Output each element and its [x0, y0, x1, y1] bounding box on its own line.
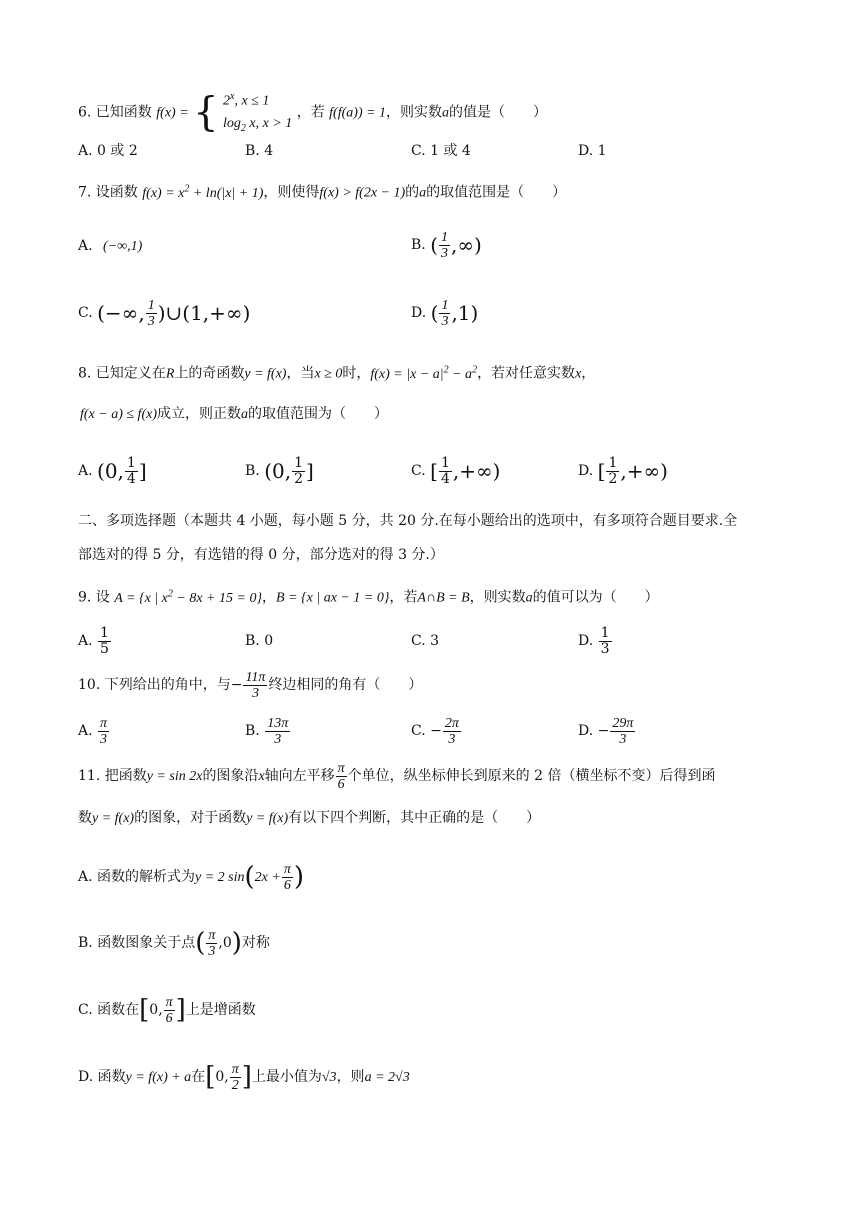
q11-line1	[78, 755, 715, 798]
q7-rest: + ln(|x| + 1)	[189, 185, 264, 201]
q9-opt-d-num: 1	[600, 624, 610, 641]
q11-opt-b-post: ,0	[218, 935, 232, 951]
q7-opt-b-label: B.	[411, 237, 426, 253]
q8-y: y = f(x)	[244, 366, 287, 382]
q11-l2-b: 的图象，对于函数	[134, 810, 247, 826]
q8-option-c	[411, 450, 500, 492]
q11-line2	[78, 808, 540, 829]
q8-opt-c-num: 1	[440, 454, 450, 471]
q11-opt-c-text: C. 函数在	[78, 1002, 140, 1018]
q7-option-b	[411, 224, 482, 266]
q11-option-a: A. 函数的解析式为y = 2 sin(2x + $\frac{\pi}{6}$ )	[78, 861, 305, 893]
q8-option-a	[78, 450, 147, 492]
q11-l1-num: π	[337, 760, 345, 776]
q11-opt-d-num: π	[231, 1061, 239, 1077]
q10-opt-a-frac	[98, 716, 109, 747]
q11-opt-b-num: π	[208, 927, 216, 943]
q8-l2-tail: 的取值范围为（ ）	[248, 406, 388, 422]
q9-opt-d-frac	[599, 626, 612, 657]
q11-opt-d-text: D. 函数	[78, 1069, 126, 1085]
q8-opt-d-pre: [	[597, 459, 606, 483]
q8-l1-d: 时，	[342, 365, 371, 382]
q7-opt-b-pre: (	[430, 233, 439, 257]
q6-case2-sub: 2	[240, 122, 246, 134]
q7-opt-c-frac	[146, 298, 157, 329]
q11-l2-a: 数	[78, 810, 92, 826]
q8-l2-math: f(x − a) ≤ f(x)	[80, 407, 157, 422]
q6-option-b: B. 4	[245, 143, 274, 159]
q7-option-c	[78, 292, 250, 334]
q6-option-a: A. 0 或 2	[78, 143, 138, 159]
q10-opt-b-frac	[265, 716, 290, 747]
q8-opt-b-post: ]	[306, 459, 314, 483]
q9-sup: 2	[167, 588, 173, 599]
q10-opt-d-label: D.	[578, 723, 594, 739]
q9-opt-d-label: D.	[578, 633, 594, 649]
q9-opt-a-den: 5	[100, 640, 109, 657]
q10-frac-num: 11π	[245, 669, 266, 685]
q7-opt-c-num: 1	[147, 297, 155, 313]
q7-mid: ，则使得	[263, 184, 320, 201]
q11-l1-math: y = sin 2x	[146, 769, 203, 784]
q6-var: a	[442, 105, 450, 121]
q11-l1-frac	[336, 761, 347, 792]
q8-l1-a: 8. 已知定义在	[78, 365, 166, 382]
q9-var: a	[525, 590, 533, 606]
q11-l1-a: 11. 把函数	[78, 768, 147, 784]
q11-opt-c-frac	[164, 995, 175, 1026]
q7-num: 7. 设函数	[78, 184, 138, 201]
section2-line2: 部选对的得 5 分，有选错的得 0 分，部分选对的得 3 分.）	[78, 547, 444, 563]
q11-opt-c-den: 6	[165, 1010, 173, 1026]
q7-opt-d-label: D.	[411, 305, 427, 321]
q9-option-d	[578, 620, 613, 662]
q8-opt-b-frac	[292, 456, 305, 487]
q8-l1-e: ，若对任意实数	[477, 365, 576, 382]
q10-option-d	[578, 710, 636, 752]
q11-opt-a-frac	[282, 862, 293, 893]
q7-sup: 2	[184, 183, 190, 194]
q8-opt-a-den: 4	[126, 470, 136, 487]
q6-option-c: C. 1 或 4	[411, 143, 471, 159]
q8-x: x	[575, 366, 582, 382]
q8-opt-b-den: 2	[294, 470, 304, 487]
q10-opt-c-frac	[443, 716, 461, 747]
q11-opt-a-text: A. 函数的解析式为	[78, 869, 196, 885]
q10-opt-a-num: π	[100, 715, 108, 731]
q10-opt-c-num: 2π	[444, 715, 459, 731]
q10-opt-d-den: 3	[619, 731, 627, 747]
q6-stem	[78, 86, 547, 139]
q10-opt-c-den: 3	[448, 731, 456, 747]
q6-case1-rest: , x ≤ 1	[234, 93, 270, 109]
q6-brace: {	[193, 89, 219, 136]
q7-opt-c-post: )∪(1,+∞)	[157, 301, 251, 325]
q10-opt-a-label: A.	[78, 723, 93, 739]
q8-opt-a-post: ]	[138, 459, 147, 483]
q11-opt-a-in: 2x +	[254, 870, 281, 885]
q8-l1-c: ，当	[286, 365, 315, 382]
q6-tail: ，则实数	[386, 104, 443, 121]
q10-tail: 终边相同的角有（ ）	[268, 677, 423, 693]
q8-option-b	[245, 450, 314, 492]
q10-num: 10. 下列给出的角中，与	[78, 677, 231, 693]
q11-l2-math: y = f(x)	[92, 811, 135, 826]
q7-opt-c-pre: (−∞,	[97, 301, 145, 325]
q9-tail: ，则实数	[469, 589, 526, 606]
q7-option-a	[78, 236, 142, 257]
section2-line1: 二、多项选择题（本题共 4 小题，每小题 5 分，共 20 分.在每小题给出的选项中，有多项符合题目要求.全	[78, 513, 738, 529]
q7-opt-d-pre: (	[430, 301, 439, 325]
q10-opt-b-den: 3	[274, 731, 282, 747]
q8-opt-d-label: D.	[578, 463, 594, 479]
q10-opt-d-sign: −	[597, 723, 610, 739]
q10-opt-c-sign: −	[430, 723, 442, 739]
q8-line2	[80, 404, 388, 425]
q8-l1-b: 上的奇函数	[174, 365, 245, 382]
q11-opt-c-num: π	[165, 994, 173, 1010]
q8-l1-f: ，	[581, 365, 596, 382]
q8-opt-d-num: 1	[608, 454, 618, 471]
q11-opt-d-pre: 0,	[215, 1069, 229, 1085]
q8-opt-d-den: 2	[608, 470, 618, 487]
q7-opt-a-label: A.	[78, 238, 93, 254]
q10-opt-c-label: C.	[411, 723, 426, 739]
q11-opt-b-text: B. 函数图象关于点	[78, 935, 196, 951]
q11-opt-a-num: π	[283, 861, 291, 877]
q7-opt-d-frac	[439, 298, 450, 329]
q9-option-b: B. 0	[245, 633, 274, 649]
q10-opt-b-num: 13π	[267, 715, 289, 731]
q7-opt-b-post: ,∞)	[451, 233, 482, 257]
q9-mid: ，若	[389, 589, 418, 606]
q9-opt-a-num: 1	[100, 624, 109, 641]
q8-opt-a-label: A.	[78, 463, 93, 479]
q11-opt-b-tail: 对称	[241, 935, 270, 951]
q11-opt-a-den: 6	[283, 877, 291, 893]
q11-opt-c-tail: 上是增函数	[185, 1002, 256, 1018]
q7-opt-d-post: ,1)	[451, 301, 479, 325]
q7-func: f(x) = x	[142, 185, 185, 201]
q8-sup2: 2	[472, 364, 478, 375]
q8-var: a	[241, 407, 248, 422]
q6-option-d: D. 1	[578, 143, 607, 159]
q10-frac	[243, 670, 267, 701]
q10-sign: −	[230, 677, 243, 693]
q10-option-a	[78, 710, 110, 752]
q11-opt-d-math: y = f(x) + a	[125, 1070, 192, 1085]
q6-case2-rest: x, x > 1	[245, 115, 293, 131]
q11-opt-d-sqrt: √3	[321, 1070, 337, 1085]
q11-l1-b: 的图象沿	[202, 768, 259, 784]
q10-opt-d-num: 29π	[612, 715, 634, 731]
q8-opt-d-frac	[606, 456, 619, 487]
q10-opt-b-label: B.	[245, 723, 260, 739]
q10-opt-a-den: 3	[100, 731, 108, 747]
q7-opt-c-label: C.	[78, 305, 93, 321]
q10-frac-den: 3	[251, 685, 259, 701]
q9-option-c: C. 3	[411, 633, 440, 649]
q6-case1-sup: x	[230, 91, 235, 102]
q8-l2-text: 成立，则正数	[157, 406, 241, 422]
q8-opt-b-pre: (0,	[264, 459, 292, 483]
q11-l2-c: 有以下四个判断，其中正确的是（ ）	[288, 810, 541, 826]
q9-A: A = {x | x	[114, 590, 168, 606]
q7-opt-c-den: 3	[147, 313, 155, 329]
q8-expr: f(x) = |x − a|	[370, 366, 444, 382]
q8-opt-a-pre: (0,	[97, 459, 124, 483]
q8-line1	[78, 360, 595, 385]
q9-stem	[78, 584, 659, 609]
q6-tail2: 的值是（ ）	[449, 104, 548, 121]
q7-tail2: 的取值范围是（ ）	[426, 184, 567, 201]
q7-opt-b-frac	[439, 230, 450, 261]
q11-l1-c: 轴向左平移	[264, 768, 335, 784]
q9-opt-a-frac	[98, 626, 111, 657]
q11-opt-d-tail: ，则	[336, 1069, 365, 1085]
q8-opt-c-den: 4	[440, 470, 450, 487]
q9-B: B = {x | ax − 1 = 0}	[276, 590, 390, 606]
q7-ineq: f(x) > f(2x − 1)	[319, 185, 406, 201]
q6-case1: 2	[223, 93, 230, 109]
q11-option-c: C. 函数在[0, $\frac{\pi}{6}$ ]上是增函数	[78, 994, 256, 1026]
q11-opt-d-res: a = 2√3	[364, 1070, 410, 1085]
q8-opt-c-post: ,+∞)	[452, 459, 501, 483]
q11-l1-d: 个单位，纵坐标伸长到原来的 2 倍（横坐标不变）后得到函	[347, 768, 716, 784]
q6-num: 6. 已知函数	[78, 104, 152, 121]
q6-func: f(x) =	[156, 105, 189, 121]
q7-opt-d-num: 1	[441, 297, 449, 313]
q8-opt-a-frac	[125, 456, 138, 487]
q11-l1-den: 6	[337, 776, 345, 792]
q6-cond-math: f(f(a)) = 1	[329, 105, 387, 121]
q7-tail: 的	[405, 184, 420, 201]
q11-option-b: B. 函数图象关于点( $\frac{\pi}{3}$ ,0)对称	[78, 927, 270, 959]
q10-opt-d-frac	[610, 716, 635, 747]
q8-opt-d-post: ,+∞)	[620, 459, 668, 483]
q11-opt-b-den: 3	[208, 943, 216, 959]
q8-opt-c-frac	[439, 456, 452, 487]
q7-stem	[78, 179, 566, 204]
q8-R: R	[165, 366, 175, 382]
q8-opt-b-num: 1	[294, 454, 304, 471]
q9-opt-d-den: 3	[600, 640, 610, 657]
q7-option-d	[411, 292, 478, 334]
q8-opt-b-label: B.	[245, 463, 260, 479]
q8-opt-a-num: 1	[126, 454, 136, 471]
q11-opt-c-pre: 0,	[149, 1002, 163, 1018]
q10-option-c	[411, 710, 462, 752]
q11-opt-d-mid2: 上最小值为	[251, 1069, 322, 1085]
q6-cond-text: ，若	[296, 104, 325, 121]
q7-var: a	[419, 185, 427, 201]
q9-num: 9. 设	[78, 589, 110, 606]
q9-sep: ，	[262, 589, 277, 606]
q7-opt-a-value: (−∞,1)	[103, 239, 143, 254]
q7-opt-b-den: 3	[441, 245, 449, 261]
q11-opt-d-mid: 在	[191, 1069, 206, 1085]
q11-l1-x: x	[258, 769, 265, 784]
q7-opt-b-num: 1	[441, 229, 449, 245]
q8-cond: x ≥ 0	[314, 366, 343, 382]
q10-option-b	[245, 710, 291, 752]
q6-cases	[223, 86, 292, 139]
q8-sup: 2	[443, 364, 449, 375]
q10-stem	[78, 664, 422, 706]
q9-A2: − 8x + 15 = 0}	[172, 590, 263, 606]
q7-opt-d-den: 3	[441, 313, 449, 329]
q9-tail2: 的值可以为（ ）	[532, 589, 659, 606]
q8-opt-c-pre: [	[430, 459, 438, 483]
q9-opt-a-label: A.	[78, 633, 93, 649]
q11-opt-d-frac	[230, 1062, 241, 1093]
q11-opt-b-frac	[206, 928, 217, 959]
q8-option-d	[578, 450, 668, 492]
q8-opt-c-label: C.	[411, 463, 426, 479]
q11-l2-math2: y = f(x)	[246, 811, 289, 826]
q6-case2-log: log	[223, 115, 241, 131]
q8-expr2: − a	[448, 366, 473, 382]
q11-opt-d-den: 2	[231, 1077, 239, 1093]
q11-option-d: D. 函数y = f(x) + a在[0, $\frac{\pi}{2}$ ]上最小值为√3，则a = 2√3	[78, 1061, 410, 1093]
q9-cond: A∩B = B	[417, 590, 470, 606]
q9-option-a	[78, 620, 112, 662]
q11-opt-a-math: y = 2 sin	[195, 870, 245, 885]
